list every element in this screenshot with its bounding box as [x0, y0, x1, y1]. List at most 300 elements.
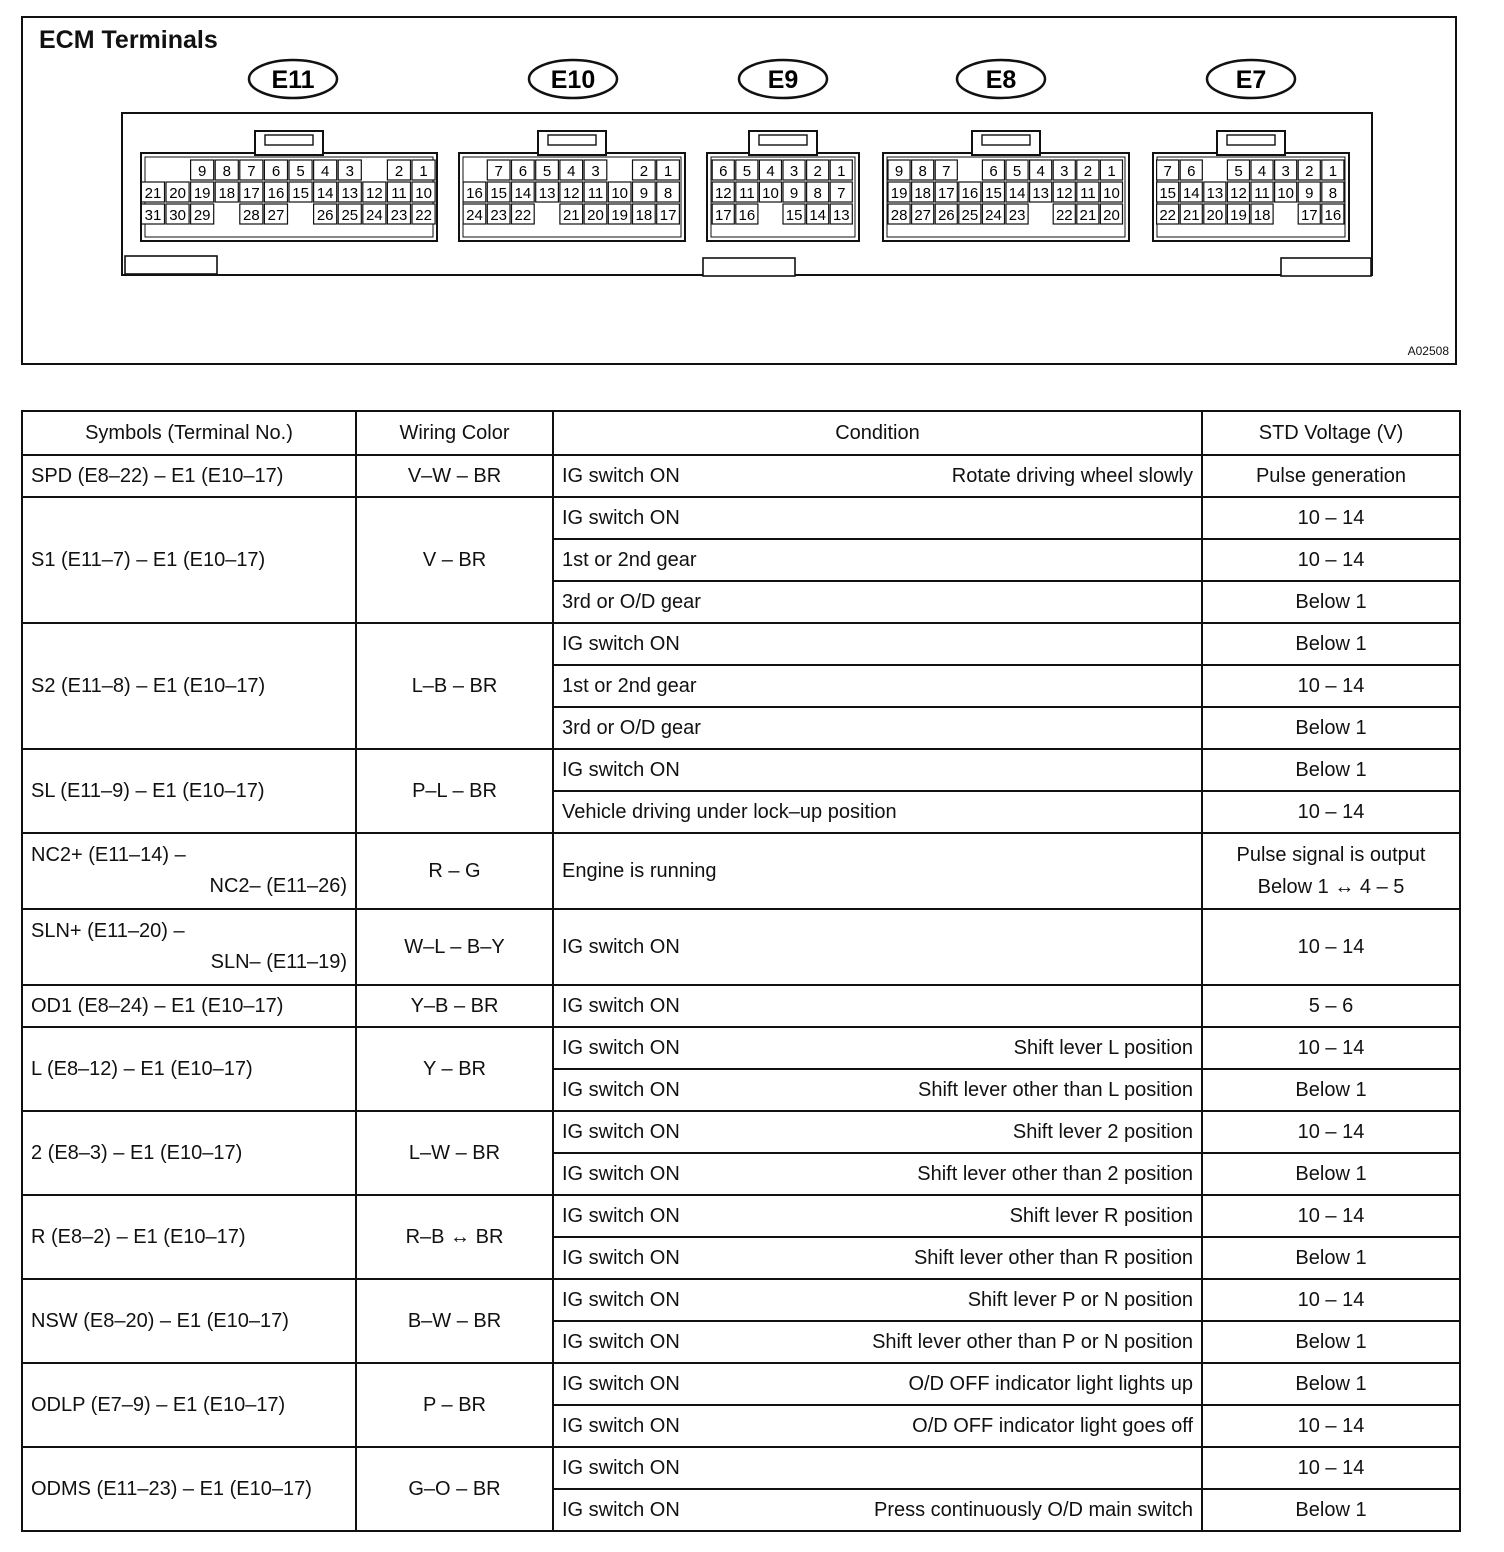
condition-text: IG switch ON	[562, 1330, 680, 1353]
terminal-number: 9	[639, 185, 649, 202]
condition-text: 1st or 2nd gear	[562, 674, 697, 697]
terminal-number: 1	[837, 163, 846, 180]
connector-label: E9	[767, 66, 799, 94]
condition-detail: Rotate driving wheel slowly	[951, 464, 1193, 487]
wiring-color-cell: R–B ↔ BR	[356, 1195, 553, 1279]
condition-detail: Press continuously O/D main switch	[873, 1498, 1193, 1521]
terminal-number: 24	[366, 207, 383, 224]
header-symbols: Symbols (Terminal No.)	[22, 411, 356, 455]
table-row	[22, 623, 1460, 665]
condition-detail: O/D OFF indicator light goes off	[912, 1414, 1193, 1437]
condition-cell	[553, 985, 1202, 1027]
condition-text: Vehicle driving under lock–up position	[562, 800, 897, 823]
terminal-number: 10	[1103, 185, 1120, 202]
condition-cell	[553, 1279, 1202, 1321]
terminal-number: 17	[659, 207, 677, 224]
terminal-number: 8	[222, 163, 231, 180]
table-row	[22, 1447, 1460, 1489]
terminal-number: 14	[809, 207, 827, 224]
table-row	[22, 749, 1460, 791]
connector-label: E7	[1235, 66, 1267, 94]
voltage-cell	[1202, 985, 1460, 1027]
voltage-text: Below 1	[1295, 716, 1367, 739]
condition-cell	[553, 1027, 1202, 1069]
wiring-color-cell: L–W – BR	[356, 1111, 553, 1195]
table-row	[22, 1279, 1460, 1321]
header-std-voltage: STD Voltage (V)	[1202, 411, 1460, 455]
terminal-number: 6	[518, 163, 528, 180]
terminal-number: 6	[1187, 163, 1196, 180]
symbol-text: ODLP (E7–9) – E1 (E10–17)	[31, 1393, 286, 1416]
wiring-color-cell: W–L – B–Y	[356, 909, 553, 985]
table-body	[22, 455, 1460, 1531]
terminal-number: 1	[1107, 163, 1116, 180]
terminal-number: 14	[514, 185, 532, 202]
symbol-cell	[22, 1195, 356, 1279]
condition-text: IG switch ON	[562, 1288, 680, 1311]
terminal-number: 20	[587, 207, 604, 224]
terminal-number: 12	[562, 185, 580, 202]
symbol-text: SPD (E8–22) – E1 (E10–17)	[31, 464, 284, 487]
table-row	[22, 1111, 1460, 1153]
condition-cell	[553, 1111, 1202, 1153]
symbol-cell	[22, 985, 356, 1027]
voltage-text: 5 – 6	[1308, 994, 1354, 1017]
symbol-cell	[22, 749, 356, 833]
voltage-text: Below 1	[1295, 1246, 1367, 1269]
voltage-cell	[1202, 497, 1460, 539]
header-condition: Condition	[553, 411, 1202, 455]
voltage-cell	[1202, 791, 1460, 833]
voltage-text: 10 – 14	[1297, 674, 1365, 697]
wiring-color-cell: G–O – BR	[356, 1447, 553, 1531]
condition-text: IG switch ON	[562, 632, 680, 655]
terminal-number: 31	[144, 207, 162, 224]
voltage-text: 10 – 14	[1297, 506, 1365, 529]
symbol-text: S2 (E11–8) – E1 (E10–17)	[31, 674, 266, 697]
terminal-number: 13	[1206, 185, 1224, 202]
condition-text: IG switch ON	[562, 758, 680, 781]
condition-cell	[553, 1363, 1202, 1405]
voltage-text: Below 1	[1295, 758, 1367, 781]
voltage-text: 10 – 14	[1297, 1120, 1365, 1143]
voltage-cell	[1202, 909, 1460, 985]
terminal-number: 27	[267, 207, 285, 224]
table-row	[22, 455, 1460, 497]
condition-cell	[553, 581, 1202, 623]
condition-text: IG switch ON	[562, 1036, 680, 1059]
condition-text: IG switch ON	[562, 506, 680, 529]
condition-detail: Shift lever other than L position	[918, 1078, 1193, 1101]
voltage-cell	[1202, 1027, 1460, 1069]
terminal-number: 2	[639, 163, 649, 180]
terminal-number: 3	[789, 163, 799, 180]
terminal-number: 11	[587, 185, 604, 202]
symbol-cell	[22, 1279, 356, 1363]
wiring-color-cell: L–B – BR	[356, 623, 553, 749]
terminal-number: 28	[890, 207, 908, 224]
terminal-number: 7	[247, 163, 256, 180]
wiring-color-cell: V – BR	[356, 497, 553, 623]
condition-text: IG switch ON	[562, 1120, 680, 1143]
voltage-cell	[1202, 1111, 1460, 1153]
voltage-text: Below 1	[1295, 1162, 1367, 1185]
terminal-number: 16	[267, 185, 285, 202]
voltage-text: 10 – 14	[1297, 800, 1365, 823]
terminal-number: 14	[1008, 185, 1026, 202]
terminal-number: 19	[890, 185, 908, 202]
condition-text: IG switch ON	[562, 935, 680, 958]
terminal-number: 8	[663, 185, 673, 202]
terminal-number: 10	[1277, 185, 1295, 202]
housing-tab	[1281, 258, 1371, 276]
condition-detail: Shift lever R position	[1009, 1204, 1193, 1227]
terminal-number: 13	[1032, 185, 1050, 202]
voltage-cell	[1202, 1321, 1460, 1363]
terminal-number: 19	[611, 207, 629, 224]
condition-text: IG switch ON	[562, 1414, 680, 1437]
voltage-text: Pulse generation	[1255, 464, 1407, 487]
wiring-color-cell: P – BR	[356, 1363, 553, 1447]
terminal-number: 22	[1159, 207, 1177, 224]
voltage-cell	[1202, 833, 1460, 909]
terminal-number: 3	[1281, 163, 1290, 180]
condition-cell	[553, 1069, 1202, 1111]
terminal-number: 8	[813, 185, 822, 202]
terminal-number: 8	[1328, 185, 1338, 202]
terminal-number: 7	[1163, 163, 1172, 180]
terminal-number: 20	[1103, 207, 1120, 224]
symbol-cell	[22, 1447, 356, 1531]
terminal-number: 6	[719, 163, 728, 180]
symbol-text: S1 (E11–7) – E1 (E10–17)	[31, 548, 266, 571]
terminal-number: 4	[1036, 163, 1045, 180]
condition-detail: Shift lever other than R position	[913, 1246, 1193, 1269]
terminal-number: 23	[490, 207, 508, 224]
voltage-text: 10 – 14	[1297, 935, 1365, 958]
voltage-cell	[1202, 1069, 1460, 1111]
condition-detail: Shift lever other than 2 position	[917, 1162, 1193, 1185]
diagram-title: ECM Terminals	[39, 26, 218, 54]
terminal-number: 5	[1012, 163, 1022, 180]
symbol-text: SLN+ (E11–20) –	[31, 920, 185, 942]
voltage-text: Below 1	[1295, 1078, 1367, 1101]
table-row	[22, 985, 1460, 1027]
voltage-cell	[1202, 707, 1460, 749]
terminal-number: 1	[1328, 163, 1338, 180]
terminal-number: 6	[989, 163, 998, 180]
table-row	[22, 1363, 1460, 1405]
voltage-cell	[1202, 455, 1460, 497]
figure-code: A02508	[1407, 344, 1449, 358]
wiring-color-cell: Y – BR	[356, 1027, 553, 1111]
terminal-number: 8	[918, 163, 927, 180]
terminal-number: 13	[832, 207, 850, 224]
condition-text: IG switch ON	[562, 1372, 680, 1395]
terminal-number: 25	[961, 207, 979, 224]
condition-cell	[553, 1237, 1202, 1279]
terminal-number: 16	[466, 185, 483, 202]
symbol-text: NC2+ (E11–14) –	[31, 844, 186, 866]
connector-diagram	[23, 18, 1455, 363]
terminal-number: 9	[789, 185, 799, 202]
wiring-color-cell: R – G	[356, 833, 553, 909]
housing-tab	[703, 258, 795, 276]
terminal-number: 3	[1060, 163, 1069, 180]
condition-cell	[553, 665, 1202, 707]
terminal-number: 11	[739, 185, 755, 202]
terminal-number: 14	[1182, 185, 1200, 202]
terminal-number: 2	[1305, 163, 1314, 180]
condition-cell	[553, 1489, 1202, 1531]
wiring-color-cell: V–W – BR	[356, 455, 553, 497]
header-wiring-color: Wiring Color	[356, 411, 553, 455]
voltage-cell	[1202, 1363, 1460, 1405]
connector-label: E8	[985, 66, 1017, 94]
terminal-number: 12	[366, 185, 383, 202]
terminal-number: 12	[714, 185, 732, 202]
terminal-number: 29	[193, 207, 211, 224]
condition-text: IG switch ON	[562, 1456, 680, 1479]
terminal-number: 10	[762, 185, 779, 202]
terminal-number: 27	[914, 207, 932, 224]
terminal-number: 1	[419, 163, 428, 180]
terminal-number: 19	[1230, 207, 1247, 224]
terminal-number: 26	[937, 207, 955, 224]
condition-text: IG switch ON	[562, 1162, 680, 1185]
terminal-number: 4	[1257, 163, 1267, 180]
terminal-number: 14	[316, 185, 334, 202]
condition-cell	[553, 909, 1202, 985]
condition-cell	[553, 833, 1202, 909]
condition-text: 3rd or O/D gear	[562, 716, 701, 739]
terminal-number: 23	[1008, 207, 1026, 224]
terminal-number: 9	[894, 163, 904, 180]
connector-label: E11	[271, 66, 315, 94]
table-row	[22, 1195, 1460, 1237]
terminal-number: 6	[271, 163, 281, 180]
voltage-text: 10 – 14	[1297, 548, 1365, 571]
condition-cell	[553, 1447, 1202, 1489]
terminal-number: 3	[345, 163, 354, 180]
terminal-number: 5	[1234, 163, 1243, 180]
voltage-cell	[1202, 623, 1460, 665]
condition-cell	[553, 623, 1202, 665]
condition-cell	[553, 1405, 1202, 1447]
voltage-cell	[1202, 1489, 1460, 1531]
symbol-cell	[22, 1027, 356, 1111]
terminal-number: 15	[292, 185, 309, 202]
symbol-cell	[22, 455, 356, 497]
terminal-number: 4	[321, 163, 330, 180]
table-row	[22, 1027, 1460, 1069]
condition-text: IG switch ON	[562, 464, 680, 487]
symbol-text: ODMS (E11–23) – E1 (E10–17)	[31, 1477, 312, 1500]
table-row	[22, 833, 1460, 909]
symbol-cell	[22, 497, 356, 623]
voltage-cell	[1202, 665, 1460, 707]
voltage-cell	[1202, 1279, 1460, 1321]
terminal-number: 17	[1300, 207, 1318, 224]
condition-text: IG switch ON	[562, 1078, 680, 1101]
symbol-cell	[22, 1111, 356, 1195]
condition-text: IG switch ON	[562, 994, 680, 1017]
condition-detail: Shift lever 2 position	[1012, 1120, 1193, 1143]
terminal-number: 30	[169, 207, 186, 224]
terminal-number: 24	[985, 207, 1002, 224]
terminal-number: 21	[144, 185, 162, 202]
terminal-number: 15	[985, 185, 1002, 202]
wiring-color-cell: P–L – BR	[356, 749, 553, 833]
voltage-text: 10 – 14	[1297, 1456, 1365, 1479]
terminal-number: 5	[542, 163, 552, 180]
voltage-text: Pulse signal is output	[1236, 844, 1426, 866]
symbol-cell	[22, 623, 356, 749]
voltage-text: Below 1	[1295, 632, 1367, 655]
terminal-number: 17	[937, 185, 955, 202]
voltage-cell	[1202, 581, 1460, 623]
terminal-number: 5	[742, 163, 752, 180]
terminal-number: 11	[391, 185, 407, 202]
condition-cell	[553, 1153, 1202, 1195]
terminal-number: 16	[1324, 207, 1342, 224]
terminal-number: 18	[635, 207, 653, 224]
condition-text: IG switch ON	[562, 1204, 680, 1227]
terminal-number: 11	[1080, 185, 1096, 202]
condition-cell	[553, 539, 1202, 581]
voltage-text: 10 – 14	[1297, 1288, 1365, 1311]
terminal-number: 20	[1206, 207, 1224, 224]
terminal-number: 4	[567, 163, 576, 180]
terminal-number: 16	[738, 207, 756, 224]
symbol-cell	[22, 909, 356, 985]
symbol-text: OD1 (E8–24) – E1 (E10–17)	[31, 994, 284, 1017]
terminal-number: 9	[1305, 185, 1314, 202]
terminal-number: 21	[1079, 207, 1097, 224]
terminal-number: 21	[1182, 207, 1200, 224]
terminal-number: 23	[390, 207, 408, 224]
terminal-number: 20	[169, 185, 186, 202]
voltage-text: Below 1	[1295, 1498, 1367, 1521]
terminal-number: 25	[341, 207, 359, 224]
voltage-text: Below 1	[1295, 590, 1367, 613]
voltage-cell	[1202, 749, 1460, 791]
terminal-number: 7	[494, 163, 503, 180]
terminal-number: 16	[961, 185, 979, 202]
wiring-color-cell: Y–B – BR	[356, 985, 553, 1027]
table-row	[22, 497, 1460, 539]
terminal-number: 9	[198, 163, 207, 180]
condition-text: IG switch ON	[562, 1246, 680, 1269]
symbol-cell	[22, 1363, 356, 1447]
condition-cell	[553, 791, 1202, 833]
terminal-number: 28	[243, 207, 260, 224]
terminal-number: 11	[1254, 185, 1270, 202]
symbol-text: 2 (E8–3) – E1 (E10–17)	[31, 1141, 243, 1164]
table-row	[22, 909, 1460, 985]
terminal-number: 4	[766, 163, 775, 180]
terminal-number: 7	[942, 163, 951, 180]
terminal-number: 15	[785, 207, 803, 224]
terminal-number: 17	[243, 185, 260, 202]
terminal-number: 1	[663, 163, 673, 180]
terminal-number: 10	[415, 185, 432, 202]
voltage-text: 10 – 14	[1297, 1204, 1365, 1227]
terminal-number: 10	[611, 185, 629, 202]
symbol-text: SL (E11–9) – E1 (E10–17)	[31, 779, 265, 802]
ecm-terminals-diagram	[21, 16, 1457, 365]
terminal-number: 12	[1055, 185, 1073, 202]
voltage-text: Below 1	[1295, 1372, 1367, 1395]
terminal-number: 2	[1083, 163, 1093, 180]
terminal-number: 22	[1055, 207, 1073, 224]
condition-detail: Shift lever P or N position	[967, 1288, 1193, 1311]
voltage-cell	[1202, 539, 1460, 581]
terminal-number: 24	[466, 207, 483, 224]
voltage-text: 10 – 14	[1297, 1036, 1365, 1059]
voltage-cell	[1202, 1405, 1460, 1447]
terminal-number: 2	[394, 163, 404, 180]
voltage-cell	[1202, 1447, 1460, 1489]
terminal-number: 26	[316, 207, 334, 224]
condition-cell	[553, 749, 1202, 791]
table-header-row	[22, 411, 1460, 455]
terminal-number: 18	[914, 185, 932, 202]
connector-label: E10	[550, 66, 596, 94]
condition-cell	[553, 1195, 1202, 1237]
terminal-number: 13	[538, 185, 556, 202]
terminal-number: 22	[415, 207, 432, 224]
symbol-text: NSW (E8–20) – E1 (E10–17)	[31, 1309, 289, 1332]
condition-cell	[553, 707, 1202, 749]
condition-text: 1st or 2nd gear	[562, 548, 697, 571]
terminal-number: 13	[341, 185, 359, 202]
condition-cell	[553, 455, 1202, 497]
condition-detail: O/D OFF indicator light lights up	[908, 1372, 1193, 1395]
terminal-number: 17	[714, 207, 732, 224]
terminal-number: 18	[218, 185, 236, 202]
voltage-text: 10 – 14	[1297, 1414, 1365, 1437]
terminal-number: 18	[1253, 207, 1271, 224]
condition-detail: Shift lever L position	[1013, 1036, 1193, 1059]
terminal-number: 22	[514, 207, 532, 224]
condition-cell	[553, 1321, 1202, 1363]
condition-text: 3rd or O/D gear	[562, 590, 701, 613]
terminal-number: 19	[193, 185, 211, 202]
voltage-cell	[1202, 1237, 1460, 1279]
voltage-cell	[1202, 1195, 1460, 1237]
terminal-number: 5	[296, 163, 305, 180]
symbol-text-line2: SLN– (E11–19)	[210, 951, 347, 973]
terminal-number: 3	[591, 163, 600, 180]
terminal-number: 2	[813, 163, 822, 180]
terminal-number: 15	[490, 185, 508, 202]
voltage-text-line2: Below 1 ↔ 4 – 5	[1257, 876, 1405, 898]
terminal-number: 7	[837, 185, 846, 202]
symbol-cell	[22, 833, 356, 909]
terminal-number: 15	[1159, 185, 1177, 202]
terminal-number: 21	[562, 207, 580, 224]
voltage-cell	[1202, 1153, 1460, 1195]
housing-tab	[125, 256, 217, 274]
voltage-text: Below 1	[1295, 1330, 1367, 1353]
condition-text: IG switch ON	[562, 1498, 680, 1521]
symbol-text: R (E8–2) – E1 (E10–17)	[31, 1225, 246, 1248]
symbol-text: L (E8–12) – E1 (E10–17)	[31, 1057, 253, 1080]
wiring-color-cell: B–W – BR	[356, 1279, 553, 1363]
condition-cell	[553, 497, 1202, 539]
terminal-voltage-table	[21, 410, 1461, 1532]
